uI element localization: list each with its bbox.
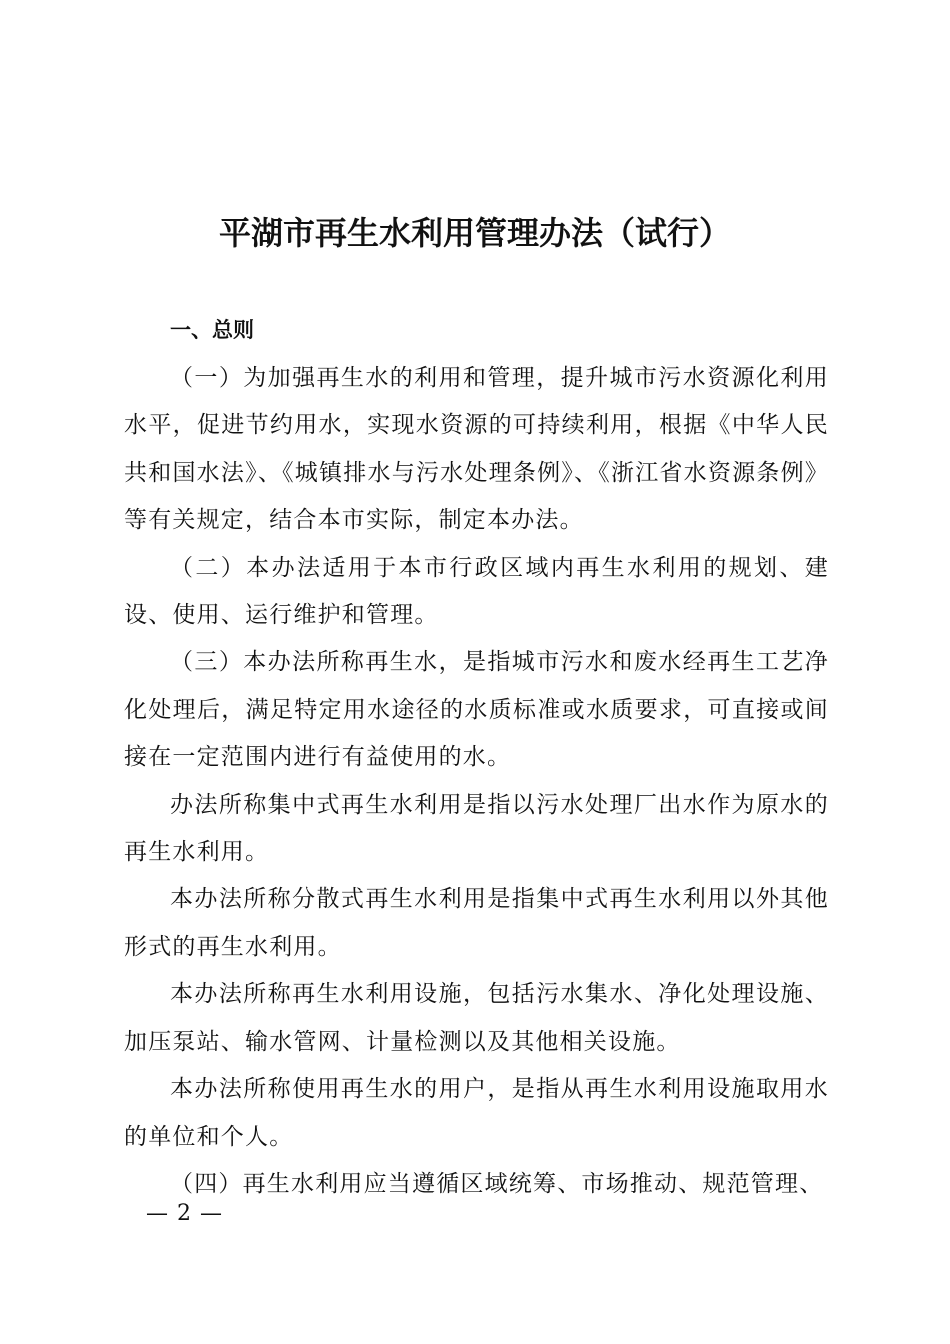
paragraph-2: （二）本办法适用于本市行政区域内再生水利用的规划、建设、使用、运行维护和管理。: [124, 554, 829, 629]
document-title: 平湖市再生水利用管理办法（试行）: [218, 214, 731, 252]
section-heading: 一、总则: [170, 318, 254, 342]
paragraph-4: 办法所称集中式再生水利用是指以污水处理厂出水作为原水的再生水利用。: [124, 791, 829, 866]
paragraph-7: 本办法所称使用再生水的用户，是指从再生水利用设施取用水的单位和个人。: [124, 1076, 829, 1150]
page-number: — 2 —: [146, 1201, 223, 1226]
paragraph-8: （四）再生水利用应当遵循区域统筹、市场推动、规范管理、: [170, 1170, 824, 1197]
document-body: [124, 355, 829, 1208]
paragraph-6: 本办法所称再生水利用设施，包括污水集水、净化处理设施、加压泵站、输水管网、计量检测以及其他相关设施。: [124, 981, 829, 1055]
paragraph-3: （三）本办法所称再生水，是指城市污水和废水经再生工艺净化处理后，满足特定用水途径的水质标准或水质要求，可直接或间接在一定范围内进行有益使用的水。: [124, 649, 829, 771]
paragraph-5: 本办法所称分散式再生水利用是指集中式再生水利用以外其他形式的再生水利用。: [124, 886, 829, 960]
paragraph-1: （一）为加强再生水的利用和管理，提升城市污水资源化利用水平，促进节约用水，实现水资源的可持续利用，根据《中华人民共和国水法》、《城镇排水与污水处理条例》、《浙江省水资源条例》等有关规定，结合本市实际，制定本办法。: [124, 365, 829, 534]
